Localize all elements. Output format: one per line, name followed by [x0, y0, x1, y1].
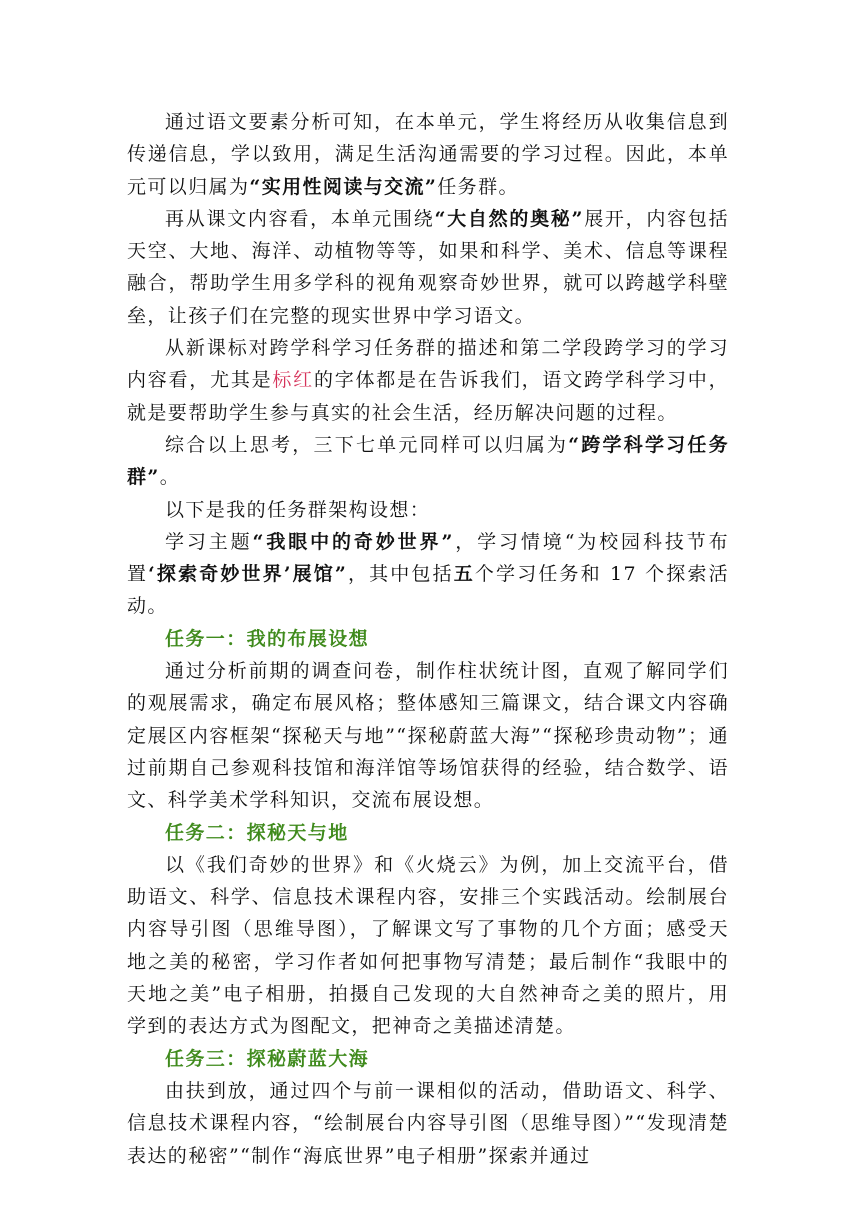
paragraph-6: [127, 526, 729, 623]
task-1-text: 通过分析前期的调查问卷，制作柱状统计图，直观了解同学们的观展需求，确定布展风格；整体感知三篇课文，结合课文内容确定展区内容框架“探秘天与地”“探秘蔚蓝大海”“探秘珍贵动物”；通过前期自己参观科技馆和海洋馆等场馆获得的经验，结合数学、语文、科学美术学科知识，交流布展设想。: [127, 660, 729, 812]
paragraph-text: ，其中包括: [347, 563, 454, 586]
paragraph-text: 学习主题: [165, 530, 253, 553]
bold-phrase: “实用性阅读与交流”: [249, 175, 438, 198]
task-3-heading: 任务三：探秘蔚蓝大海: [165, 1047, 370, 1070]
paragraph-2: [127, 203, 729, 332]
paragraph-text: 的字体都是在告诉我们，语文跨学科学习中，就是要帮助学生参与真实的社会生活，经历解决问题的过程。: [127, 369, 729, 424]
paragraph-text: 通过语文要素分析可知，在本单元，学生将经历从收集信息到传递信息，学以致用，满足生活沟通需要的学习过程。因此，本单元可以归属为: [127, 111, 729, 198]
paragraph-1: [127, 106, 729, 203]
bold-phrase: “大自然的奥秘”: [434, 207, 584, 230]
bold-phrase: ‘探索奇妙世界’展馆”: [148, 563, 348, 586]
paragraph-5: 以下是我的任务群架构设想：: [165, 498, 431, 521]
paragraph-text: 综合以上思考，三下七单元同样可以归属为: [165, 433, 569, 456]
paragraph-text: 个学习任务和 17 个探索活动。: [127, 563, 729, 618]
document-body: [127, 106, 729, 1172]
paragraph-text: 从新课标对跨学科学习任务群的描述和第二学段跨学习的学习内容看，尤其是: [127, 337, 729, 392]
task-1-heading: 任务一：我的布展设想: [165, 627, 370, 650]
bold-phrase: “跨学科学习任务群”: [127, 433, 729, 489]
task-3-text: 由扶到放，通过四个与前一课相似的活动，借助语文、科学、信息技术课程内容，“绘制展台内容导引图（思维导图）”“发现清楚表达的秘密”“制作“海底世界”电子相册”探索并通过: [127, 1079, 729, 1167]
paragraph-3: [127, 332, 729, 429]
task-2-text: 以《我们奇妙的世界》和《火烧云》为例，加上交流平台，借助语文、科学、信息技术课程内容，安排三个实践活动。绘制展台内容导引图（思维导图），了解课文写了事物的几个方面；感受天地之美的秘密，学习作者如何把事物写清楚；最后制作“我眼中的天地之美”电子相册，拍摄自己发现的大自然神奇之美的照片，用学到的表达方式为图配文，把神奇之美描述清楚。: [127, 853, 729, 1038]
paragraph-text: 展开，内容包括天空、大地、海洋、动植物等等，如果和科学、美术、信息等课程融合，帮助学生用多学科的视角观察奇妙世界，就可以跨越学科壁垒，让孩子们在完整的现实世界中学习语文。: [127, 207, 729, 327]
red-highlight: 标红: [272, 369, 314, 392]
paragraph-text: 任务群。: [437, 175, 519, 198]
paragraph-text: ，学习情境“为校园科技节布置: [127, 530, 730, 586]
paragraph-text: 。: [159, 466, 181, 489]
task-2-heading: 任务二：探秘天与地: [165, 821, 349, 844]
bold-phrase: 五: [453, 563, 475, 586]
paragraph-text: 再从课文内容看，本单元围绕: [165, 207, 435, 230]
bold-phrase: “我眼中的奇妙世界”: [252, 530, 454, 553]
paragraph-4: [127, 429, 729, 494]
